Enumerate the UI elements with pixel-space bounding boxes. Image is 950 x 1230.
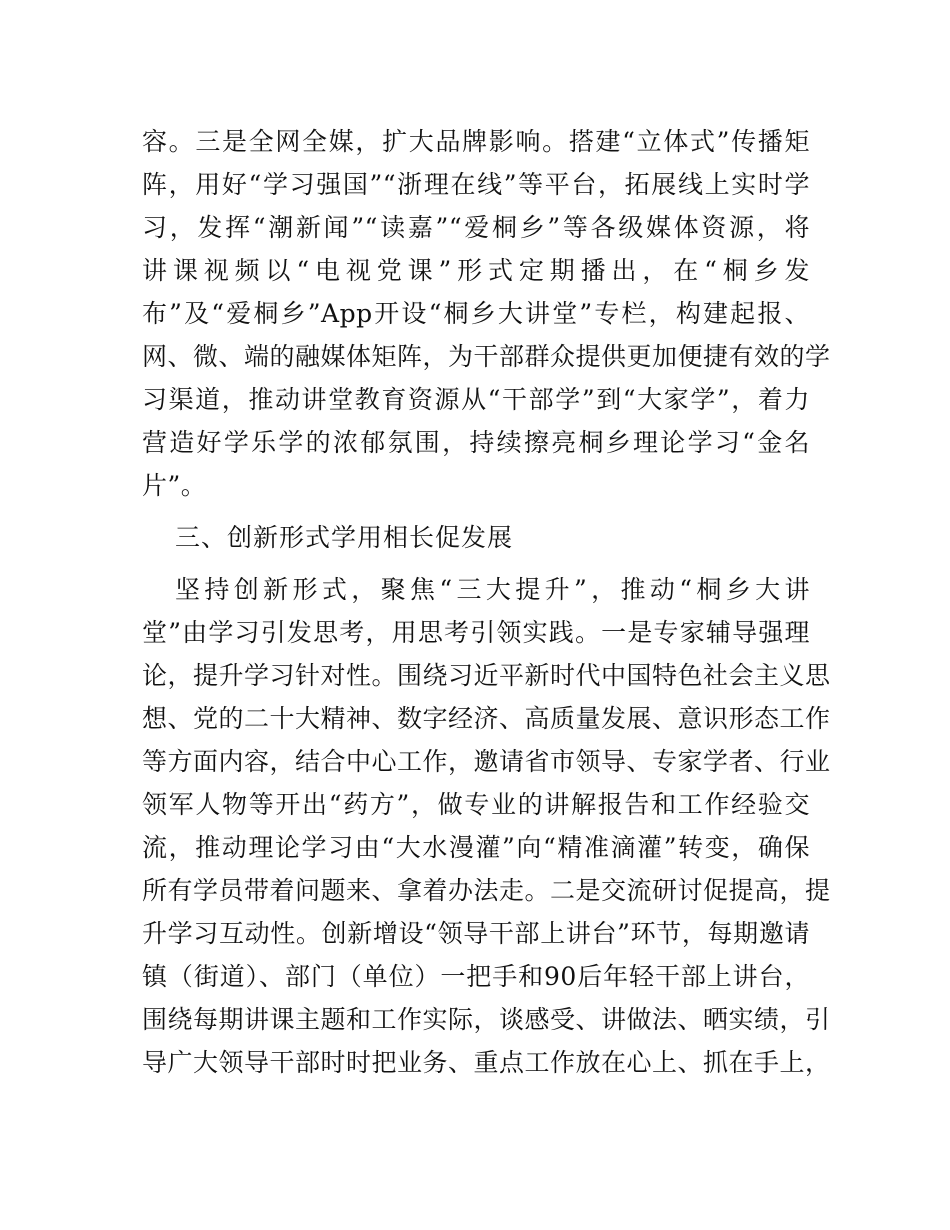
paragraph-2-line-6: 领军人物等开出“药方”，做专业的讲解报告和工作经验交	[142, 790, 810, 819]
paragraph-2-line-5: 等方面内容，结合中心工作，邀请省市领导、专家学者、行业	[142, 747, 831, 776]
paragraph-1-line-4: 讲课视频以“电视党课”形式定期播出，在“桐乡发	[142, 256, 810, 285]
paragraph-1-line-1: 容。三是全网全媒，扩大品牌影响。搭建“立体式”传播矩	[142, 127, 810, 156]
paragraph-2-line-3: 论，提升学习针对性。围绕习近平新时代中国特色社会主义思	[142, 661, 831, 690]
paragraph-1-line-8: 营造好学乐学的浓郁氛围，持续擦亮桐乡理论学习“金名	[142, 428, 810, 457]
paragraph-2-line-9: 升学习互动性。创新增设“领导干部上讲台”环节，每期邀请	[142, 919, 810, 948]
paragraph-2-line-12: 导广大领导干部时时把业务、重点工作放在心上、抓在手上，	[142, 1048, 831, 1077]
paragraph-1-line-5: 布”及“爱桐乡”App开设“桐乡大讲堂”专栏，构建起报、	[142, 299, 810, 328]
paragraph-1-line-6: 网、微、端的融媒体矩阵，为干部群众提供更加便捷有效的学	[142, 342, 831, 371]
paragraph-1-line-7: 习渠道，推动讲堂教育资源从“干部学”到“大家学”，着力	[142, 385, 810, 414]
paragraph-1-line-2: 阵，用好“学习强国”“浙理在线”等平台，拓展线上实时学	[142, 170, 810, 199]
paragraph-1-line-9: 片”。	[142, 471, 207, 500]
paragraph-2-line-1: 坚持创新形式，聚焦“三大提升”，推动“桐乡大讲	[175, 575, 810, 604]
paragraph-2-line-7: 流，推动理论学习由“大水漫灌”向“精准滴灌”转变，确保	[142, 833, 810, 862]
paragraph-2-line-2: 堂”由学习引发思考，用思考引领实践。一是专家辅导强理	[142, 618, 810, 647]
paragraph-1-line-3: 习，发挥“潮新闻”“读嘉”“爱桐乡”等各级媒体资源，将	[142, 213, 810, 242]
section-3-heading: 三、创新形式学用相长促发展	[175, 523, 514, 552]
paragraph-2-line-8: 所有学员带着问题来、拿着办法走。二是交流研讨促提高，提	[142, 876, 831, 905]
paragraph-2-line-4: 想、党的二十大精神、数字经济、高质量发展、意识形态工作	[142, 704, 831, 733]
paragraph-2-line-11: 围绕每期讲课主题和工作实际，谈感受、讲做法、晒实绩，引	[142, 1005, 831, 1034]
paragraph-2-line-10: 镇（街道）、部门（单位）一把手和90后年轻干部上讲台，	[142, 962, 810, 991]
